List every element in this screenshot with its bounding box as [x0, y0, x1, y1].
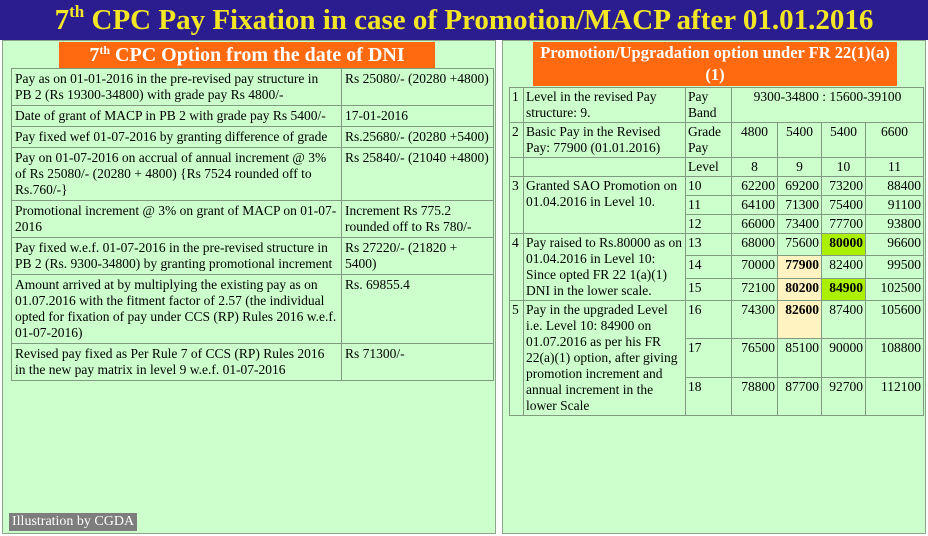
matrix-pay-cell: 71300: [778, 196, 822, 215]
matrix-index-cell: 18: [686, 377, 732, 415]
matrix-pay-cell: 88400: [866, 177, 924, 196]
pay-matrix-row: [510, 234, 924, 256]
grade-pay-cell: 5400: [778, 123, 822, 158]
row-number: 4: [510, 234, 524, 301]
pay-step-value: Rs 25080/- (20280 +4800): [342, 69, 494, 106]
row-description: Level in the revised Pay structure: 9.: [524, 88, 686, 123]
matrix-pay-cell: 78800: [732, 377, 778, 415]
row-key: Level: [686, 158, 732, 177]
pay-step-description: Date of grant of MACP in PB 2 with grade pay Rs 5400/-: [12, 106, 342, 127]
matrix-pay-cell: 75400: [822, 196, 866, 215]
matrix-index-cell: 10: [686, 177, 732, 196]
row-number: 5: [510, 301, 524, 416]
pay-matrix-table: [509, 87, 924, 416]
empty-cell: [524, 158, 686, 177]
heading-text: CPC Option from the date of DNI: [110, 44, 405, 66]
row-number: 3: [510, 177, 524, 234]
pay-step-value: Rs 71300/-: [342, 344, 494, 381]
grade-pay-cell: 4800: [732, 123, 778, 158]
dni-option-panel: [2, 40, 496, 534]
pay-step-row: [12, 201, 494, 238]
row-key: Grade Pay: [686, 123, 732, 158]
pay-step-description: Pay fixed wef 01-07-2016 by granting difference of grade: [12, 127, 342, 148]
matrix-pay-cell: 80000: [822, 234, 866, 256]
matrix-pay-cell: 75600: [778, 234, 822, 256]
matrix-pay-cell: 77700: [822, 215, 866, 234]
matrix-pay-cell: 76500: [732, 339, 778, 377]
pay-step-row: [12, 69, 494, 106]
matrix-pay-cell: 73400: [778, 215, 822, 234]
matrix-pay-cell: 99500: [866, 256, 924, 278]
matrix-pay-cell: 68000: [732, 234, 778, 256]
matrix-index-cell: 12: [686, 215, 732, 234]
grade-pay-cell: 5400: [822, 123, 866, 158]
matrix-pay-cell: 102500: [866, 278, 924, 300]
pay-step-description: Pay as on 01-01-2016 in the pre-revised pay structure in PB 2 (Rs 19300-34800) with grade pay Rs 4800/-: [12, 69, 342, 106]
row-number: 2: [510, 123, 524, 158]
matrix-pay-cell: 70000: [732, 256, 778, 278]
grade-pay-row: [510, 123, 924, 158]
fr22-option-heading: Promotion/Upgradation option under FR 22(1)(a)(1): [533, 42, 897, 86]
matrix-pay-cell: 84900: [822, 278, 866, 300]
pay-step-value: Rs 25840/- (21040 +4800): [342, 148, 494, 201]
matrix-pay-cell: 108800: [866, 339, 924, 377]
dni-option-heading: [59, 42, 435, 68]
pay-step-row: [12, 106, 494, 127]
pay-step-value: Rs. 69855.4: [342, 275, 494, 344]
matrix-pay-cell: 82600: [778, 301, 822, 339]
matrix-pay-cell: 92700: [822, 377, 866, 415]
matrix-pay-cell: 87400: [822, 301, 866, 339]
title-number: 7: [54, 4, 70, 36]
matrix-pay-cell: 72100: [732, 278, 778, 300]
level-header-cell: 8: [732, 158, 778, 177]
empty-cell: [510, 158, 524, 177]
pay-band-row: [510, 88, 924, 123]
heading-superscript: th: [99, 43, 111, 57]
matrix-index-cell: 17: [686, 339, 732, 377]
illustration-credit: Illustration by CGDA: [9, 513, 137, 531]
title-superscript: th: [69, 2, 85, 21]
row-description: Pay in the upgraded Level i.e. Level 10: 84900 on 01.07.2016 as per his FR 22(a)(1) option, after giving promotion increment and annual increment in the lower Scale: [524, 301, 686, 416]
matrix-index-cell: 13: [686, 234, 732, 256]
pay-step-row: [12, 127, 494, 148]
fr22-option-panel: [502, 40, 926, 534]
pay-step-description: Amount arrived at by multiplying the existing pay as on 01.07.2016 with the fitment factor of 2.57 (the individual opted for fixation of pay under CCS (RP) Rules 2016 w.e.f. 01-07-2016): [12, 275, 342, 344]
matrix-index-cell: 16: [686, 301, 732, 339]
matrix-pay-cell: 69200: [778, 177, 822, 196]
level-header-cell: 10: [822, 158, 866, 177]
matrix-pay-cell: 77900: [778, 256, 822, 278]
pay-step-description: Pay on 01-07-2016 on accrual of annual increment @ 3% of Rs 25080/- (20280 + 4800) {Rs 7524 rounded off to Rs.760/-}: [12, 148, 342, 201]
pay-step-row: [12, 275, 494, 344]
matrix-index-cell: 11: [686, 196, 732, 215]
matrix-pay-cell: 105600: [866, 301, 924, 339]
pay-step-description: Revised pay fixed as Per Rule 7 of CCS (RP) Rules 2016 in the new pay matrix in level 9 w.e.f. 01-07-2016: [12, 344, 342, 381]
level-header-cell: 9: [778, 158, 822, 177]
pay-step-row: [12, 344, 494, 381]
matrix-pay-cell: 64100: [732, 196, 778, 215]
pay-step-description: Pay fixed w.e.f. 01-07-2016 in the pre-revised structure in PB 2 (Rs. 9300-34800) by granting promotional increment: [12, 238, 342, 275]
pay-matrix-row: [510, 301, 924, 339]
pay-step-row: [12, 148, 494, 201]
matrix-pay-cell: 87700: [778, 377, 822, 415]
pay-band-value: 9300-34800 : 15600-39100: [732, 88, 924, 123]
row-description: Basic Pay in the Revised Pay: 77900 (01.01.2016): [524, 123, 686, 158]
row-description: Pay raised to Rs.80000 as on 01.04.2016 in Level 10: Since opted FR 22 1(a)(1) DNI in the lower scale.: [524, 234, 686, 301]
matrix-pay-cell: 85100: [778, 339, 822, 377]
page-title-banner: [0, 0, 928, 40]
pay-step-value: Rs.25680/- (20280 +5400): [342, 127, 494, 148]
level-header-row: [510, 158, 924, 177]
matrix-pay-cell: 73200: [822, 177, 866, 196]
pay-matrix-row: [510, 177, 924, 196]
matrix-pay-cell: 93800: [866, 215, 924, 234]
page-title: CPC Pay Fixation in case of Promotion/MACP after 01.01.2016: [84, 4, 874, 36]
row-description: Granted SAO Promotion on 01.04.2016 in Level 10.: [524, 177, 686, 234]
matrix-pay-cell: 112100: [866, 377, 924, 415]
row-key: Pay Band: [686, 88, 732, 123]
matrix-pay-cell: 91100: [866, 196, 924, 215]
pay-step-value: Increment Rs 775.2 rounded off to Rs 780/-: [342, 201, 494, 238]
matrix-pay-cell: 96600: [866, 234, 924, 256]
pay-step-description: Promotional increment @ 3% on grant of MACP on 01-07-2016: [12, 201, 342, 238]
matrix-pay-cell: 90000: [822, 339, 866, 377]
matrix-index-cell: 14: [686, 256, 732, 278]
matrix-pay-cell: 66000: [732, 215, 778, 234]
pay-step-row: [12, 238, 494, 275]
heading-number: 7: [89, 44, 100, 66]
matrix-pay-cell: 74300: [732, 301, 778, 339]
pay-step-value: Rs 27220/- (21820 + 5400): [342, 238, 494, 275]
matrix-pay-cell: 80200: [778, 278, 822, 300]
matrix-index-cell: 15: [686, 278, 732, 300]
matrix-pay-cell: 62200: [732, 177, 778, 196]
row-number: 1: [510, 88, 524, 123]
matrix-pay-cell: 82400: [822, 256, 866, 278]
pay-step-value: 17-01-2016: [342, 106, 494, 127]
dni-option-table: [11, 68, 494, 381]
level-header-cell: 11: [866, 158, 924, 177]
grade-pay-cell: 6600: [866, 123, 924, 158]
